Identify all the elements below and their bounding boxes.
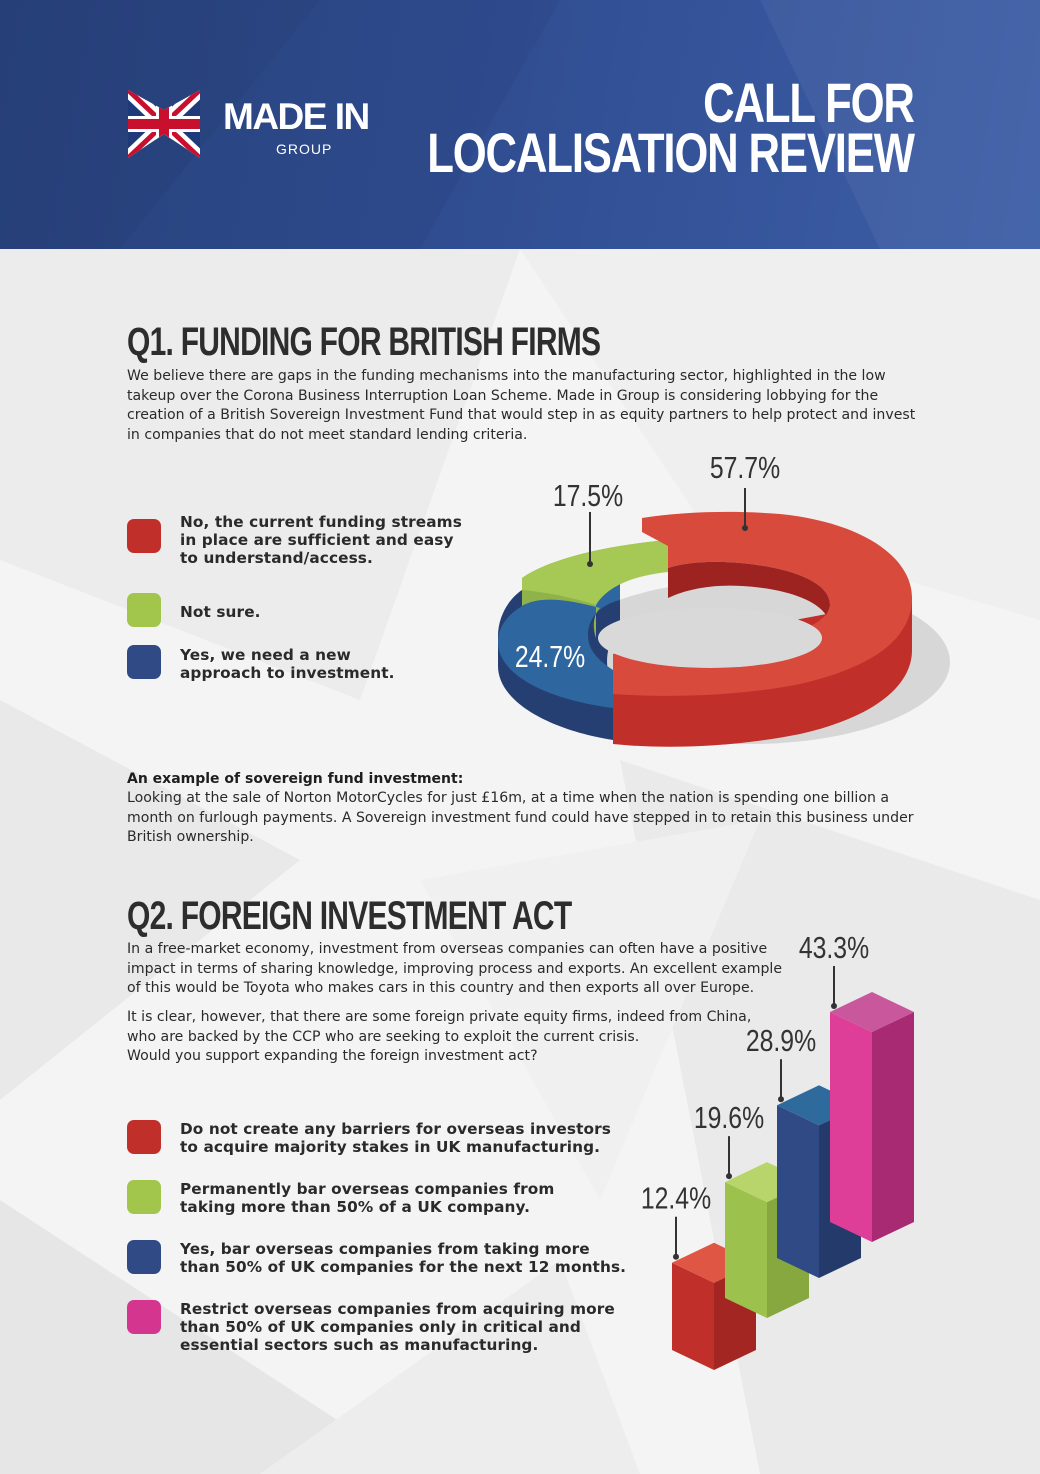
page-title-line1: CALL FOR (703, 71, 914, 134)
q2-intro-p1: In a free-market economy, investment from overseas companies can often have a positive impact in terms of sharing knowledge, improving process and exports. An excellent example of this would be Toyota who makes cars in this country and then exports all over Europe. (127, 941, 783, 996)
bar-value-label: 28.9% (745, 1023, 817, 1058)
brand-subtitle: GROUP (276, 141, 333, 157)
legend-swatch-red (127, 1120, 161, 1154)
bar-face-left (725, 1182, 767, 1318)
legend-label: Not sure. (180, 603, 261, 621)
bar-value-label: 12.4% (640, 1181, 712, 1216)
q2-intro-p2: It is clear, however, that there are some foreign private equity firms, indeed from China, who are backed by the CCP who are seeking to exploit the current crisis. Would you support expanding the foreign investment act? (127, 1009, 752, 1064)
callout-dot (673, 1254, 679, 1260)
legend-swatch-pink (127, 1300, 161, 1334)
legend-label: Yes, we need a new approach to investment. (180, 646, 395, 682)
pie-label-red: 57.7% (709, 450, 781, 485)
q1-donut-chart (480, 440, 970, 760)
legend-swatch-red (127, 519, 161, 553)
bar-value-label: 19.6% (693, 1100, 765, 1135)
callout-dot (742, 525, 748, 531)
example-text: Looking at the sale of Norton MotorCycles for just £16m, at a time when the nation is spending one billion a month on furlough payments. A Sovereign investment fund could have stepped in to retain this business under British ownership. (127, 790, 914, 845)
legend-label: Do not create any barriers for overseas investors to acquire majority stakes in UK manufacturing. (180, 1120, 611, 1156)
callout-dot (726, 1173, 732, 1179)
bar-face-left (777, 1105, 819, 1278)
pie-hole (598, 608, 822, 668)
legend-label: Restrict overseas companies from acquiring more than 50% of UK companies only in critical and essential sectors such as manufacturing. (180, 1300, 615, 1354)
callout-dot (587, 561, 593, 567)
brand-name: MADE IN (223, 96, 369, 137)
page-title-line2: LOCALISATION REVIEW (427, 121, 914, 184)
callout-dot (831, 1003, 837, 1009)
legend-swatch-green (127, 593, 161, 627)
bar-value-label: 43.3% (798, 930, 870, 965)
q2-heading: Q2. FOREIGN INVESTMENT ACT (127, 894, 572, 938)
pie-label-green: 17.5% (552, 478, 624, 513)
q1-heading: Q1. FUNDING FOR BRITISH FIRMS (127, 320, 601, 364)
example-heading: An example of sovereign fund investment: (127, 771, 464, 787)
bar-face-left (830, 1012, 872, 1242)
pie-label-blue: 24.7% (514, 639, 586, 674)
legend-swatch-blue (127, 1240, 161, 1274)
legend-swatch-green (127, 1180, 161, 1214)
legend-label: Permanently bar overseas companies from taking more than 50% of a UK company. (180, 1180, 555, 1216)
legend-label: Yes, bar overseas companies from taking more than 50% of UK companies for the next 12 months. (180, 1240, 627, 1276)
legend-swatch-blue (127, 645, 161, 679)
callout-dot (778, 1096, 784, 1102)
bar-face-right (872, 1012, 914, 1242)
q2-bar-chart (610, 930, 940, 1395)
q1-intro: We believe there are gaps in the funding mechanisms into the manufacturing sector, highlighted in the low takeup over the Corona Business Interruption Loan Scheme. Made in Group is considering lobbying for the creation of a British Sovereign Investment Fund that would step in as equity partners to help protect and invest in companies that do not meet standard lending criteria. (127, 368, 916, 443)
legend-label: No, the current funding streams in place are sufficient and easy to understand/access. (180, 513, 462, 567)
